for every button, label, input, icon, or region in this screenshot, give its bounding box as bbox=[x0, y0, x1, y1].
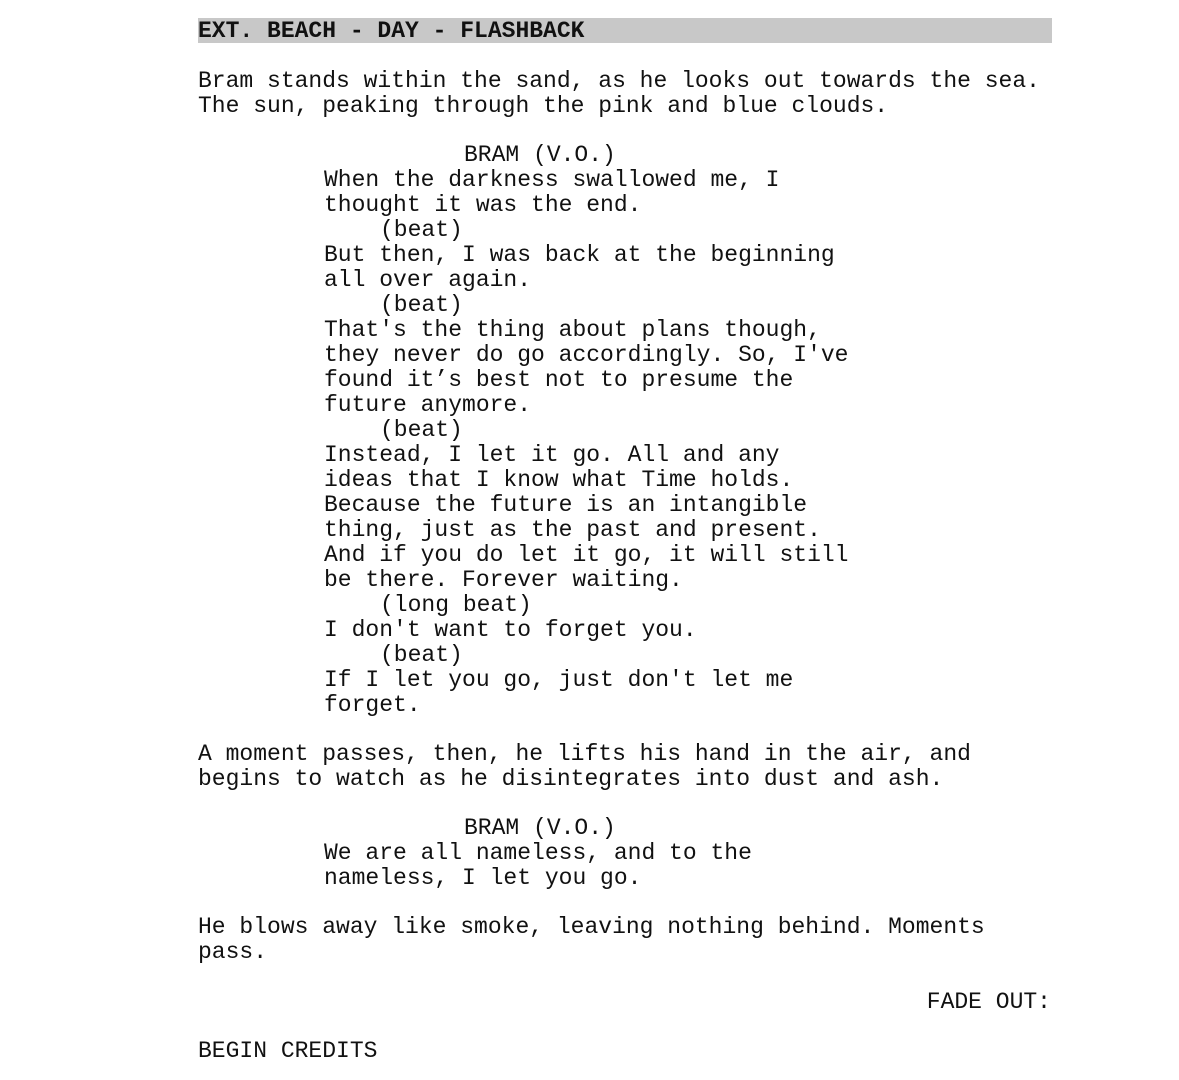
transition: FADE OUT: bbox=[926, 989, 1051, 1015]
dialogue-line: be there. Forever waiting. bbox=[324, 567, 683, 593]
parenthetical: (beat) bbox=[380, 292, 463, 318]
dialogue-line: We are all nameless, and to the bbox=[324, 840, 752, 866]
scene-heading-text: EXT. BEACH - DAY - FLASHBACK bbox=[198, 18, 585, 44]
dialogue-line: thing, just as the past and present. bbox=[324, 517, 821, 543]
parenthetical: (long beat) bbox=[380, 592, 532, 618]
dialogue-line: found it’s best not to presume the bbox=[324, 367, 794, 393]
parenthetical: (beat) bbox=[380, 642, 463, 668]
action-line: A moment passes, then, he lifts his hand in the air, and bbox=[198, 741, 971, 767]
dialogue-line: nameless, I let you go. bbox=[324, 865, 642, 891]
dialogue-line: thought it was the end. bbox=[324, 192, 642, 218]
action-line: Bram stands within the sand, as he looks out towards the sea. bbox=[198, 68, 1040, 94]
dialogue-line: That's the thing about plans though, bbox=[324, 317, 821, 343]
dialogue-line: And if you do let it go, it will still bbox=[324, 542, 849, 568]
dialogue-line: future anymore. bbox=[324, 392, 532, 418]
action-line: He blows away like smoke, leaving nothing behind. Moments bbox=[198, 914, 985, 940]
parenthetical: (beat) bbox=[380, 217, 463, 243]
dialogue-line: When the darkness swallowed me, I bbox=[324, 167, 780, 193]
action-line: begins to watch as he disintegrates into dust and ash. bbox=[198, 766, 944, 792]
action-line: pass. bbox=[198, 939, 268, 965]
dialogue-line: they never do go accordingly. So, I've bbox=[324, 342, 849, 368]
dialogue-line: ideas that I know what Time holds. bbox=[324, 467, 794, 493]
dialogue-line: If I let you go, just don't let me bbox=[324, 667, 794, 693]
scene-heading bbox=[198, 18, 1052, 43]
dialogue-line: all over again. bbox=[324, 267, 532, 293]
parenthetical: (beat) bbox=[380, 417, 463, 443]
action-line: The sun, peaking through the pink and blue clouds. bbox=[198, 93, 889, 119]
dialogue-line: I don't want to forget you. bbox=[324, 617, 697, 643]
dialogue-line: forget. bbox=[324, 692, 421, 718]
dialogue-line: Because the future is an intangible bbox=[324, 492, 808, 518]
dialogue-line: But then, I was back at the beginning bbox=[324, 242, 835, 268]
dialogue-line: Instead, I let it go. All and any bbox=[324, 442, 780, 468]
character-name: BRAM (V.O.) bbox=[464, 142, 616, 168]
closing-text: BEGIN CREDITS bbox=[198, 1038, 378, 1064]
character-name: BRAM (V.O.) bbox=[464, 815, 616, 841]
